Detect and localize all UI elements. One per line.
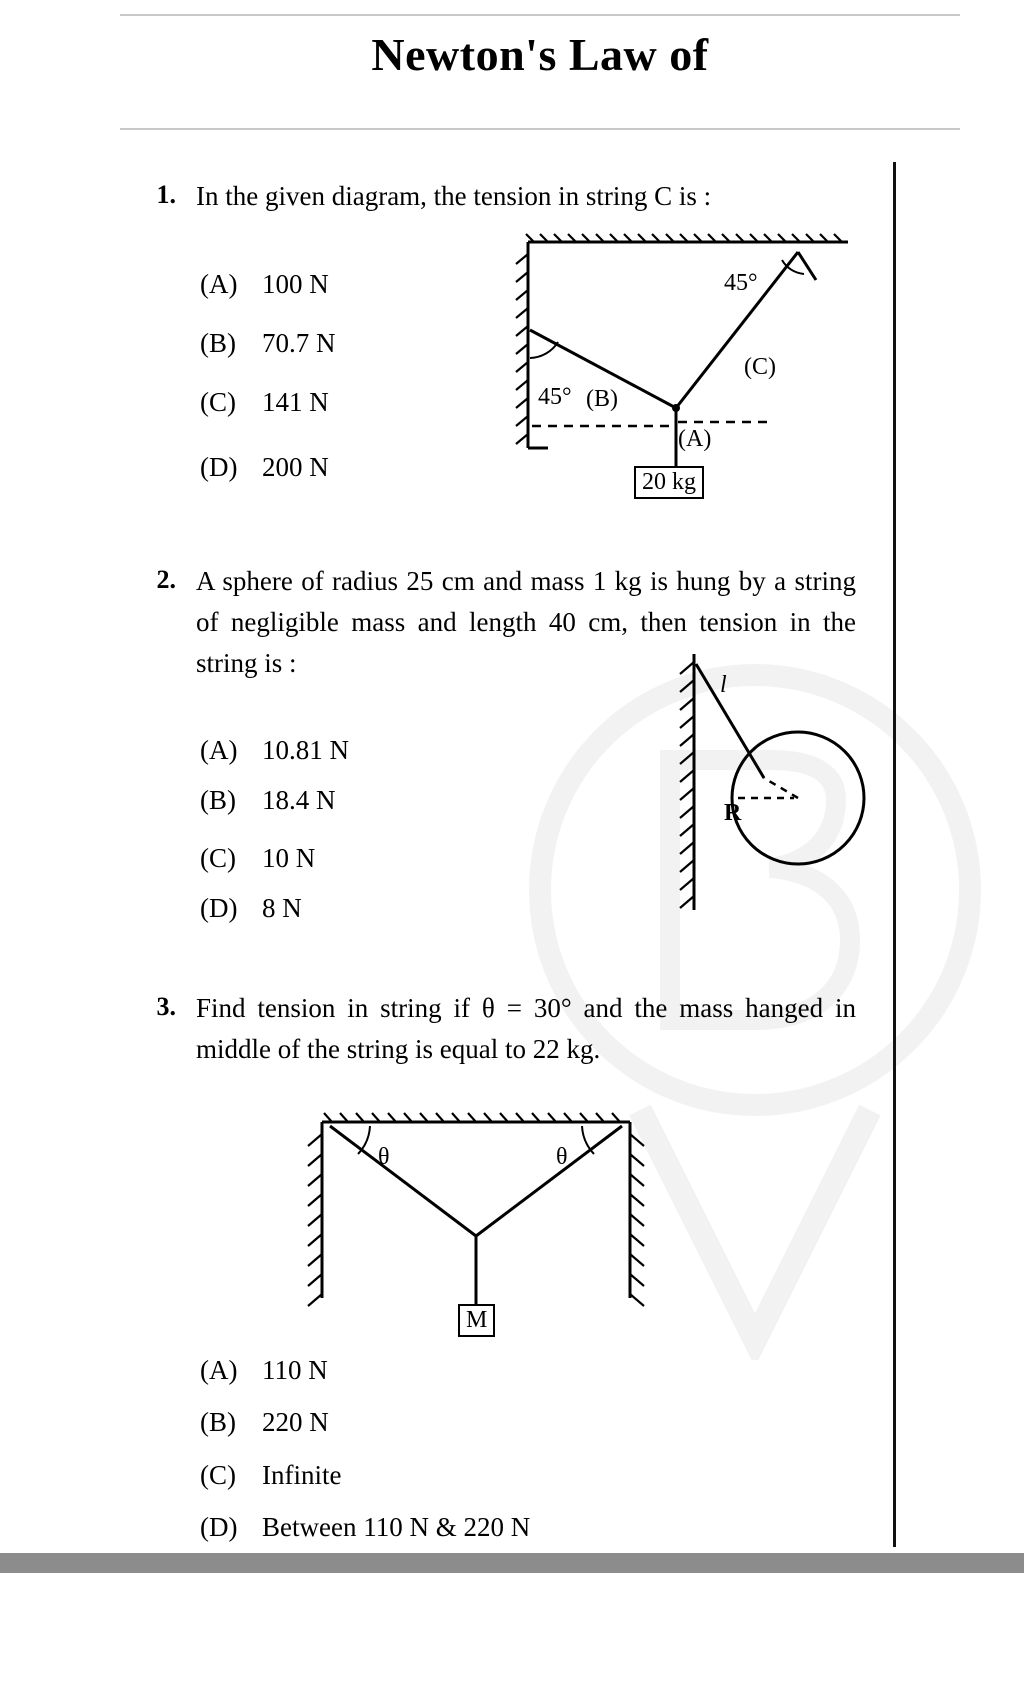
figure-1-string-a-label: (A) bbox=[678, 426, 712, 452]
question-3-option-D bbox=[200, 1507, 530, 1547]
option-label: (D) bbox=[200, 1512, 238, 1542]
figure-3-mass-label: M bbox=[458, 1304, 495, 1337]
question-2-option-A bbox=[200, 730, 349, 770]
question-3-option-B bbox=[200, 1402, 329, 1442]
bottom-grey-bar bbox=[0, 1553, 1024, 1573]
option-value: 70.7 N bbox=[262, 328, 336, 358]
option-value: Between 110 N & 220 N bbox=[262, 1512, 531, 1542]
figure-1-string-c-label: (C) bbox=[744, 354, 776, 380]
option-label: (A) bbox=[200, 1355, 238, 1385]
question-2-option-B bbox=[200, 780, 336, 820]
option-label: (D) bbox=[200, 893, 238, 923]
option-value: Infinite bbox=[262, 1460, 342, 1490]
option-value: 200 N bbox=[262, 452, 329, 482]
option-value: 18.4 N bbox=[262, 785, 336, 815]
figure-3-angle-right-label: θ bbox=[556, 1144, 568, 1170]
question-1-number: 1. bbox=[156, 180, 176, 209]
figure-1-string-b-label: (B) bbox=[586, 386, 618, 412]
question-3-option-A bbox=[200, 1350, 328, 1390]
option-value: 10 N bbox=[262, 843, 316, 873]
option-value: 8 N bbox=[262, 893, 302, 923]
option-value: 100 N bbox=[262, 269, 329, 299]
option-value: 110 N bbox=[262, 1355, 328, 1385]
page-title: Newton's Law of bbox=[371, 29, 709, 80]
figure-2-string-length-label: l bbox=[720, 672, 727, 698]
question-2-option-D bbox=[200, 888, 302, 928]
figure-1-mass-label: 20 kg bbox=[634, 466, 704, 499]
option-label: (B) bbox=[200, 328, 236, 358]
figure-3-angle-left-label: θ bbox=[378, 1144, 390, 1170]
header-rule-top bbox=[120, 14, 960, 16]
sphere-hung-by-string-svg bbox=[668, 648, 888, 918]
question-2-option-C bbox=[200, 838, 315, 878]
question-1-text: In the given diagram, the tension in string C is : bbox=[196, 181, 712, 211]
question-2-figure bbox=[668, 648, 888, 918]
option-label: (B) bbox=[200, 785, 236, 815]
question-1-option-B bbox=[200, 323, 336, 363]
option-label: (A) bbox=[200, 735, 238, 765]
option-value: 141 N bbox=[262, 387, 329, 417]
right-margin-line bbox=[893, 162, 896, 1547]
option-value: 220 N bbox=[262, 1407, 329, 1437]
option-label: (C) bbox=[200, 1460, 236, 1490]
question-3-figure bbox=[300, 1108, 660, 1348]
question-1-figure bbox=[506, 230, 866, 520]
question-1-option-C bbox=[200, 382, 329, 422]
option-label: (A) bbox=[200, 269, 238, 299]
option-label: (C) bbox=[200, 387, 236, 417]
question-3-option-C bbox=[200, 1455, 341, 1495]
question-2-text: A sphere of radius 25 cm and mass 1 kg is hung by a string of negligible mass and length 40 cm, then tension in the string is : bbox=[196, 566, 856, 678]
question-3-number: 3. bbox=[156, 992, 176, 1021]
figure-1-angle-top-label: 45° bbox=[724, 270, 758, 296]
header-rule-bottom bbox=[120, 128, 960, 130]
option-value: 10.81 N bbox=[262, 735, 349, 765]
option-label: (D) bbox=[200, 452, 238, 482]
figure-2-radius-label: R bbox=[724, 800, 742, 826]
option-label: (B) bbox=[200, 1407, 236, 1437]
question-3-text: Find tension in string if θ = 30° and the mass hanged in middle of the string is equal to 22 kg. bbox=[196, 993, 856, 1064]
figure-1-angle-left-label: 45° bbox=[538, 384, 572, 410]
question-2-number: 2. bbox=[156, 565, 176, 594]
question-1-option-D bbox=[200, 447, 329, 487]
option-label: (C) bbox=[200, 843, 236, 873]
question-1-option-A bbox=[200, 264, 329, 304]
bottom-white-area bbox=[0, 1573, 1024, 1683]
